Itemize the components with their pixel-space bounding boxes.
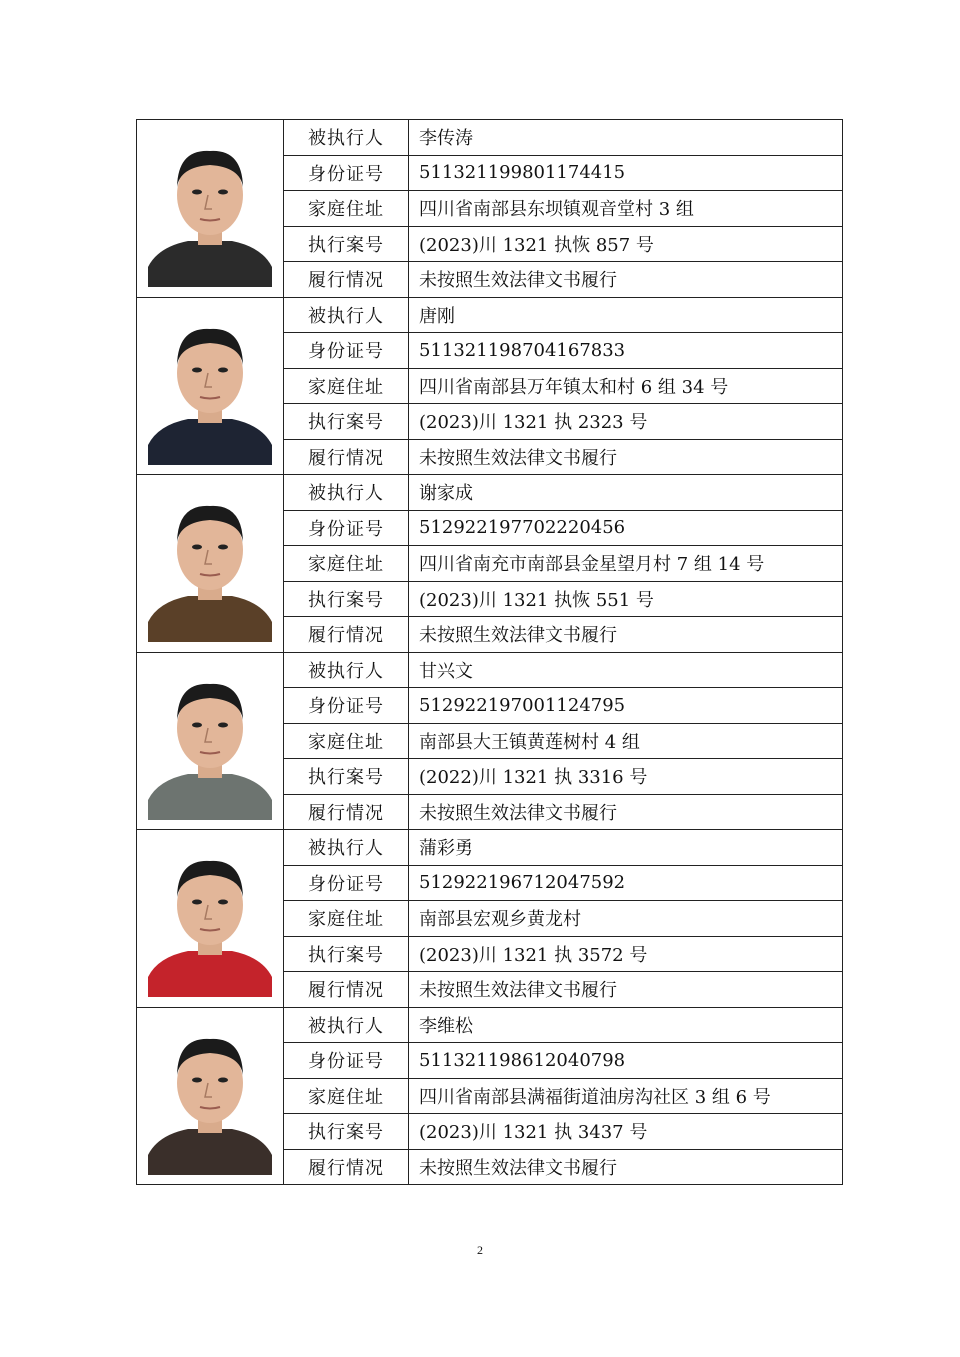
label-address: 家庭住址 [284,1078,409,1114]
value-case: (2023)川 1321 执 3437 号 [409,1114,843,1150]
value-id: 511321198704167833 [409,333,843,369]
label-status: 履行情况 [284,1149,409,1185]
photo-cell [137,1007,284,1185]
label-name: 被执行人 [284,475,409,511]
value-address: 南部县大王镇黄莲树村 4 组 [409,723,843,759]
photo-cell [137,475,284,653]
label-case: 执行案号 [284,1114,409,1150]
value-id: 511321198612040798 [409,1043,843,1079]
value-address: 四川省南部县满福街道油房沟社区 3 组 6 号 [409,1078,843,1114]
label-id: 身份证号 [284,1043,409,1079]
label-id: 身份证号 [284,688,409,724]
value-name: 李维松 [409,1007,843,1043]
person-photo [148,1017,272,1175]
label-case: 执行案号 [284,936,409,972]
label-id: 身份证号 [284,155,409,191]
value-name: 蒲彩勇 [409,830,843,866]
label-status: 履行情况 [284,972,409,1008]
label-id: 身份证号 [284,510,409,546]
value-status: 未按照生效法律文书履行 [409,439,843,475]
value-case: (2023)川 1321 执 3572 号 [409,936,843,972]
label-case: 执行案号 [284,404,409,440]
value-name: 谢家成 [409,475,843,511]
label-address: 家庭住址 [284,368,409,404]
value-status: 未按照生效法律文书履行 [409,972,843,1008]
debtor-table-container [136,119,843,1185]
person-photo [148,484,272,642]
photo-cell [137,297,284,475]
value-id: 512922196712047592 [409,865,843,901]
label-case: 执行案号 [284,759,409,795]
label-case: 执行案号 [284,226,409,262]
person-photo [148,662,272,820]
value-address: 四川省南充市南部县金星望月村 7 组 14 号 [409,546,843,582]
page-number: 2 [477,1243,483,1257]
person-photo [148,839,272,997]
value-id: 512922197702220456 [409,510,843,546]
label-name: 被执行人 [284,652,409,688]
value-status: 未按照生效法律文书履行 [409,617,843,653]
value-status: 未按照生效法律文书履行 [409,794,843,830]
label-name: 被执行人 [284,1007,409,1043]
value-case: (2023)川 1321 执恢 551 号 [409,581,843,617]
label-case: 执行案号 [284,581,409,617]
label-status: 履行情况 [284,262,409,298]
label-id: 身份证号 [284,333,409,369]
person-photo [148,307,272,465]
value-id: 512922197001124795 [409,688,843,724]
label-name: 被执行人 [284,120,409,156]
record-row-name [137,652,843,688]
value-name: 李传涛 [409,120,843,156]
label-address: 家庭住址 [284,191,409,227]
label-name: 被执行人 [284,297,409,333]
photo-cell [137,120,284,298]
record-row-name [137,1007,843,1043]
record-row-name [137,297,843,333]
label-address: 家庭住址 [284,723,409,759]
photo-cell [137,652,284,830]
value-name: 唐刚 [409,297,843,333]
value-id: 511321199801174415 [409,155,843,191]
value-status: 未按照生效法律文书履行 [409,262,843,298]
value-case: (2023)川 1321 执恢 857 号 [409,226,843,262]
value-case: (2023)川 1321 执 2323 号 [409,404,843,440]
label-status: 履行情况 [284,617,409,653]
value-status: 未按照生效法律文书履行 [409,1149,843,1185]
label-id: 身份证号 [284,865,409,901]
debtor-table [136,119,843,1185]
label-status: 履行情况 [284,794,409,830]
value-case: (2022)川 1321 执 3316 号 [409,759,843,795]
value-address: 南部县宏观乡黄龙村 [409,901,843,937]
photo-cell [137,830,284,1008]
record-row-name [137,475,843,511]
label-name: 被执行人 [284,830,409,866]
label-address: 家庭住址 [284,901,409,937]
label-status: 履行情况 [284,439,409,475]
record-row-name [137,830,843,866]
value-address: 四川省南部县东坝镇观音堂村 3 组 [409,191,843,227]
person-photo [148,129,272,287]
record-row-name [137,120,843,156]
value-name: 甘兴文 [409,652,843,688]
value-address: 四川省南部县万年镇太和村 6 组 34 号 [409,368,843,404]
label-address: 家庭住址 [284,546,409,582]
